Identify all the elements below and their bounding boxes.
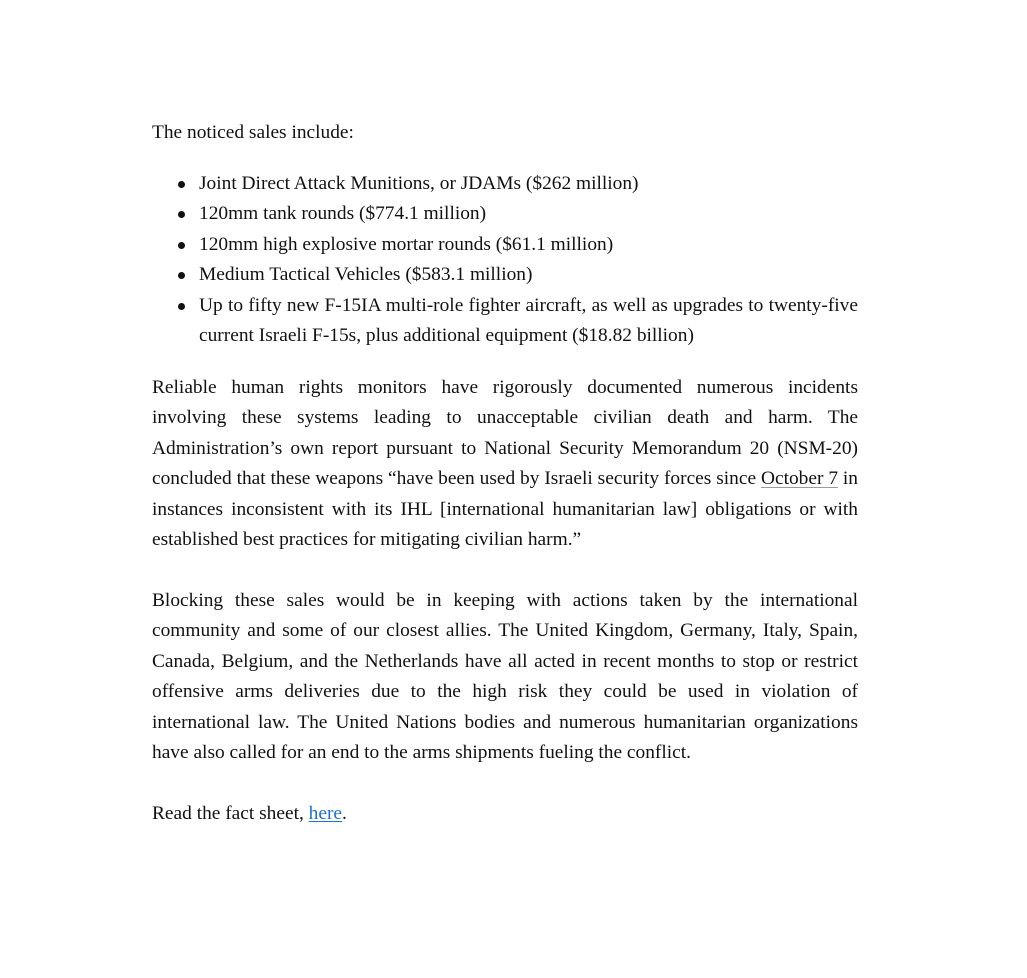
sales-intro: The noticed sales include: — [152, 122, 354, 143]
sales-item-tactical-vehicles: Medium Tactical Vehicles ($583.1 million) — [199, 260, 858, 291]
sales-item-tank-rounds: 120mm tank rounds ($774.1 million) — [199, 199, 858, 230]
fact-sheet-link[interactable]: here — [308, 802, 343, 824]
sales-item-jdams: Joint Direct Attack Munitions, or JDAMs ($262 million) — [199, 169, 858, 200]
document-body — [152, 118, 858, 829]
paragraph-civilian-harm-text-after: in instances inconsistent with its IHL [international humanitarian law] obligations or with established best practices for mitigating civilian harm.” — [152, 468, 858, 550]
fact-sheet-line — [152, 799, 858, 830]
fact-sheet-suffix: . — [342, 802, 347, 824]
fact-sheet-prefix: Read the fact sheet, — [152, 802, 309, 824]
paragraph-civilian-harm-text-before: Reliable human rights monitors have rigorously documented numerous incidents involving these systems leading to unacceptable civilian death and harm. The Administration’s own report pursuant to National Security Memorandum 20 (NSM-20) concluded that these weapons “have been used by Israeli security forces since — [152, 376, 858, 489]
sales-item-fighter-aircraft: Up to fifty new F-15IA multi-role fighter aircraft, as well as upgrades to twenty-five current Israeli F-15s, plus additional equipment ($18.82 billion) — [199, 291, 858, 352]
october-7-link[interactable]: October 7 — [760, 468, 839, 489]
sales-list — [152, 169, 858, 352]
sales-item-mortar-rounds: 120mm high explosive mortar rounds ($61.1 million) — [199, 230, 858, 261]
paragraph-allies: Blocking these sales would be in keeping with actions taken by the international community and some of our closest allies. The United Kingdom, Germany, Italy, Spain, Canada, Belgium, and the Netherlands have all acted in recent months to stop or restrict offensive arms deliveries due to the high risk they could be used in violation of international law. The United Nations bodies and numerous humanitarian organizations have also called for an end to the arms shipments fueling the conflict. — [152, 589, 858, 763]
paragraph-civilian-harm — [152, 373, 858, 556]
